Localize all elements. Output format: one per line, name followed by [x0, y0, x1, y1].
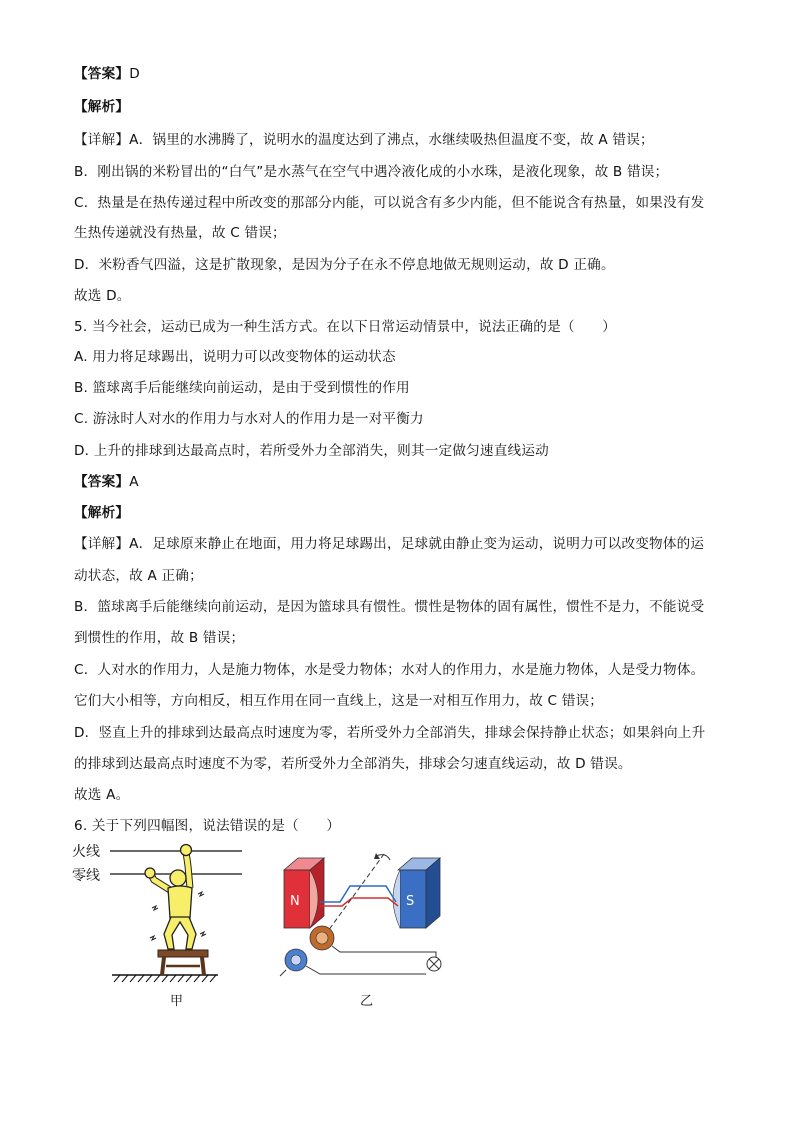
- option-d: D. 上升的排球到达最高点时，若所受外力全部消失，则其一定做匀速直线运动: [74, 443, 549, 459]
- detail-line: 它们大小相等，方向相反，相互作用在同一直线上，这是一对相互作用力，故 C 错误；: [74, 693, 604, 709]
- detail-line: D．竖直上升的排球到达最高点时速度为零，若所受外力全部消失，排球会保持静止状态；如果斜向上升: [74, 725, 706, 741]
- answer-value: A: [129, 474, 139, 490]
- north-pole-label: N: [290, 894, 300, 909]
- figure-yi: [276, 850, 456, 990]
- answer-tag: 【答案】: [74, 66, 130, 82]
- detail-line: 的排球到达最高点时速度不为零，若所受外力全部消失，排球会匀速直线运动，故 D 错误。: [74, 756, 632, 772]
- analysis-tag-text: 【解析】: [74, 99, 130, 115]
- question-stem: 5. 当今社会，运动已成为一种生活方式。在以下日常运动情景中，说法正确的是（ ）: [74, 319, 617, 335]
- south-pole-label: S: [406, 894, 415, 909]
- detail-line: 【详解】A．锅里的水沸腾了，说明水的温度达到了沸点，水继续吸热但温度不变，故 A 错误；: [74, 132, 654, 148]
- question-stem: 6. 关于下列四幅图，说法错误的是（ ）: [74, 818, 341, 834]
- figure-jia: [70, 838, 250, 988]
- option-c: C. 游泳时人对水的作用力与水对人的作用力是一对平衡力: [74, 411, 424, 427]
- analysis-tag: [74, 503, 734, 523]
- detail-line: B．刚出锅的米粉冒出的“白气”是水蒸气在空气中遇冷液化成的小水珠，是液化现象，故 B 错误；: [74, 164, 669, 180]
- figure-jia-caption: 甲: [170, 994, 184, 1009]
- detail-line: C．热量是在热传递过程中所改变的那部分内能，可以说含有多少内能，但不能说含有热量，如果没有发: [74, 195, 705, 211]
- answer-line: [74, 64, 734, 84]
- detail-line: 动状态，故 A 正确；: [74, 568, 203, 584]
- detail-line: D．米粉香气四溢，这是扩散现象，是因为分子在永不停息地做无规则运动，故 D 正确。: [74, 257, 615, 273]
- answer-tag: 【答案】: [74, 474, 130, 490]
- analysis-tag-text: 【解析】: [74, 505, 130, 521]
- neutral-wire-label: 零线: [72, 868, 100, 884]
- answer-line: [74, 472, 734, 492]
- conclusion-line: 故选 D。: [74, 288, 131, 304]
- option-a: A. 用力将足球踢出，说明力可以改变物体的运动状态: [74, 349, 396, 365]
- option-b: B. 篮球离手后能继续向前运动，是由于受到惯性的作用: [74, 380, 410, 396]
- conclusion-line: 故选 A。: [74, 787, 130, 803]
- detail-line: B．篮球离手后能继续向前运动，是因为篮球具有惯性。惯性是物体的固有属性，惯性不是力，不能说受: [74, 599, 705, 615]
- answer-value: D: [129, 66, 140, 82]
- figure-yi-caption: 乙: [360, 994, 374, 1009]
- detail-line: 【详解】A．足球原来静止在地面，用力将足球踢出，足球就由静止变为运动，说明力可以改变物体的运: [74, 536, 705, 552]
- magnet-coil-illustration: [276, 850, 456, 990]
- analysis-tag: [74, 97, 734, 117]
- detail-line: 生热传递就没有热量，故 C 错误；: [74, 225, 286, 241]
- live-wire-label: 火线: [72, 844, 100, 860]
- detail-line: 到惯性的作用，故 B 错误；: [74, 630, 245, 646]
- detail-line: C．人对水的作用力，人是施力物体，水是受力物体；水对人的作用力，水是施力物体，人是受力物体。: [74, 662, 705, 678]
